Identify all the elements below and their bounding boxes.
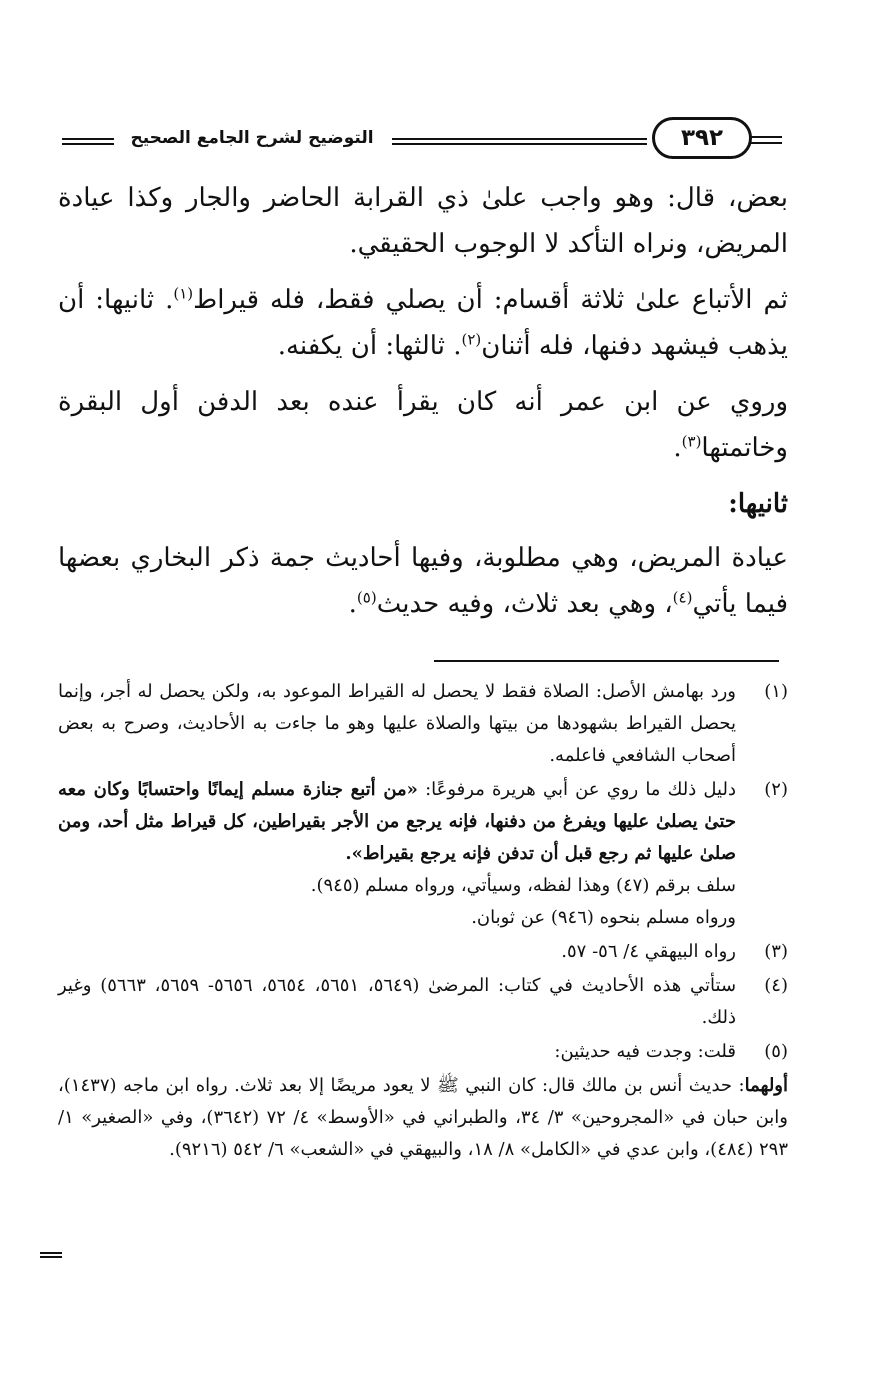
footnote-text: ستأتي هذه الأحاديث في كتاب: المرضىٰ (٥٦٤٩، ٥٦٥١، ٥٦٥٤، ٥٦٥٦- ٥٦٥٩، ٥٦٦٣) وغير ذلك. bbox=[58, 975, 737, 1028]
footnote-text: دليل ذلك ما روي عن أبي هريرة مرفوعًا: bbox=[417, 779, 736, 800]
footnote-5 bbox=[58, 1036, 788, 1068]
footnote-3 bbox=[58, 936, 788, 968]
footnote-number: (٢) bbox=[764, 779, 788, 800]
footnote-text: ورد بهامش الأصل: الصلاة فقط لا يحصل له القيراط الموعود به، ولكن يحصل له أجر، وإنما يحصل القيراط بشهودها من بيتها والصلاة عليها وهو ما جاءت به الأحاديث، وصرح به بعض أصحاب الشافعي فاعلمه. bbox=[58, 681, 736, 766]
first-hadith-label: أولهما bbox=[744, 1075, 788, 1096]
footnote-ref-1[interactable]: (١) bbox=[173, 284, 194, 303]
footnote-5-continuation bbox=[58, 1070, 788, 1166]
first-hadith-text: : حديث أنس بن مالك قال: كان النبي ﷺ لا يعود مريضًا إلا بعد ثلاث. رواه ابن ماجه (١٤٣٧)، وابن حبان في «المجروحين» ٣/ ٣٤، والطبراني في «الأوسط» ٤/ ٧٢ (٣٦٤٢)، وفي «الصغير» ١/ ٢٩٣ (٤٨٤)، وابن عدي في «الكامل» ٨/ ١٨، والبيهقي في «الشعب» ٦/ ٥٤٢ (٩٢١٦). bbox=[58, 1075, 788, 1160]
footnote-1 bbox=[58, 676, 788, 772]
footnote-ref-4[interactable]: (٤) bbox=[672, 588, 693, 607]
footnote-ref-2[interactable]: (٢) bbox=[461, 330, 482, 349]
footnote-number: (٤) bbox=[764, 975, 788, 996]
footnote-ref-5[interactable]: (٥) bbox=[356, 588, 377, 607]
section-heading: ثانيها: bbox=[728, 489, 788, 519]
hadith-quote: «من أتبع جنازة مسلم إيمانًا واحتسابًا وكان معه حتىٰ يصلىٰ عليها ويفرغ من دفنها، فإنه يرجع من الأجر بقيراطين، كل قيراط مثل أحد، ومن صلىٰ عليها ثم رجع قبل أن تدفن فإنه يرجع بقيراط». bbox=[58, 779, 736, 864]
footnote-4 bbox=[58, 970, 788, 1034]
page-number: ٣٩٢ bbox=[652, 117, 752, 159]
running-title: التوضيح لشرح الجامع الصحيح bbox=[130, 128, 374, 148]
header-right-rule bbox=[392, 138, 647, 145]
paragraph-3: وروي عن ابن عمر أنه كان يقرأ عنده بعد الدفن أول البقرة وخاتمتها$^{(٣)}$. bbox=[58, 387, 788, 463]
footnote-number: (١) bbox=[764, 681, 788, 702]
footnote-number: (٥) bbox=[764, 1041, 788, 1062]
header-tail-rule bbox=[750, 136, 782, 144]
footnote-2 bbox=[58, 774, 788, 934]
footnote-text: ورواه مسلم بنحوه (٩٤٦) عن ثوبان. bbox=[471, 907, 736, 928]
header-left-rule bbox=[62, 138, 114, 145]
paragraph-1: بعض، قال: وهو واجب علىٰ ذي القرابة الحاضر والجار وكذا عيادة المريض، ونراه التأكد لا الوجوب الحقيقي. bbox=[58, 183, 788, 259]
footnote-ref-3[interactable]: (٣) bbox=[681, 432, 702, 451]
paragraph-4: عيادة المريض، وهي مطلوبة، وفيها أحاديث جمة ذكر البخاري بعضها فيما يأتي$^{(٤)}$، وهي بعد ثلاث، وفيه حديث$^{(٥)}$. bbox=[58, 543, 788, 619]
footnote-number: (٣) bbox=[764, 941, 788, 962]
paragraph-2: ثم الأتباع علىٰ ثلاثة أقسام: أن يصلي فقط، فله قيراط$^{(١)}$. ثانيها: أن يذهب فيشهد دفنها، فله أثنان$^{(٢)}$. ثالثها: أن يكفنه. bbox=[58, 284, 788, 361]
footnote-text: قلت: وجدت فيه حديثين: bbox=[554, 1041, 736, 1062]
footnotes bbox=[58, 676, 788, 1166]
margin-mark bbox=[40, 1252, 62, 1258]
footnote-text: سلف برقم (٤٧) وهذا لفظه، وسيأتي، ورواه مسلم (٩٤٥). bbox=[310, 875, 736, 896]
footnote-text: رواه البيهقي ٤/ ٥٦- ٥٧. bbox=[561, 941, 736, 962]
main-text bbox=[58, 175, 788, 637]
footnote-separator bbox=[434, 660, 779, 662]
